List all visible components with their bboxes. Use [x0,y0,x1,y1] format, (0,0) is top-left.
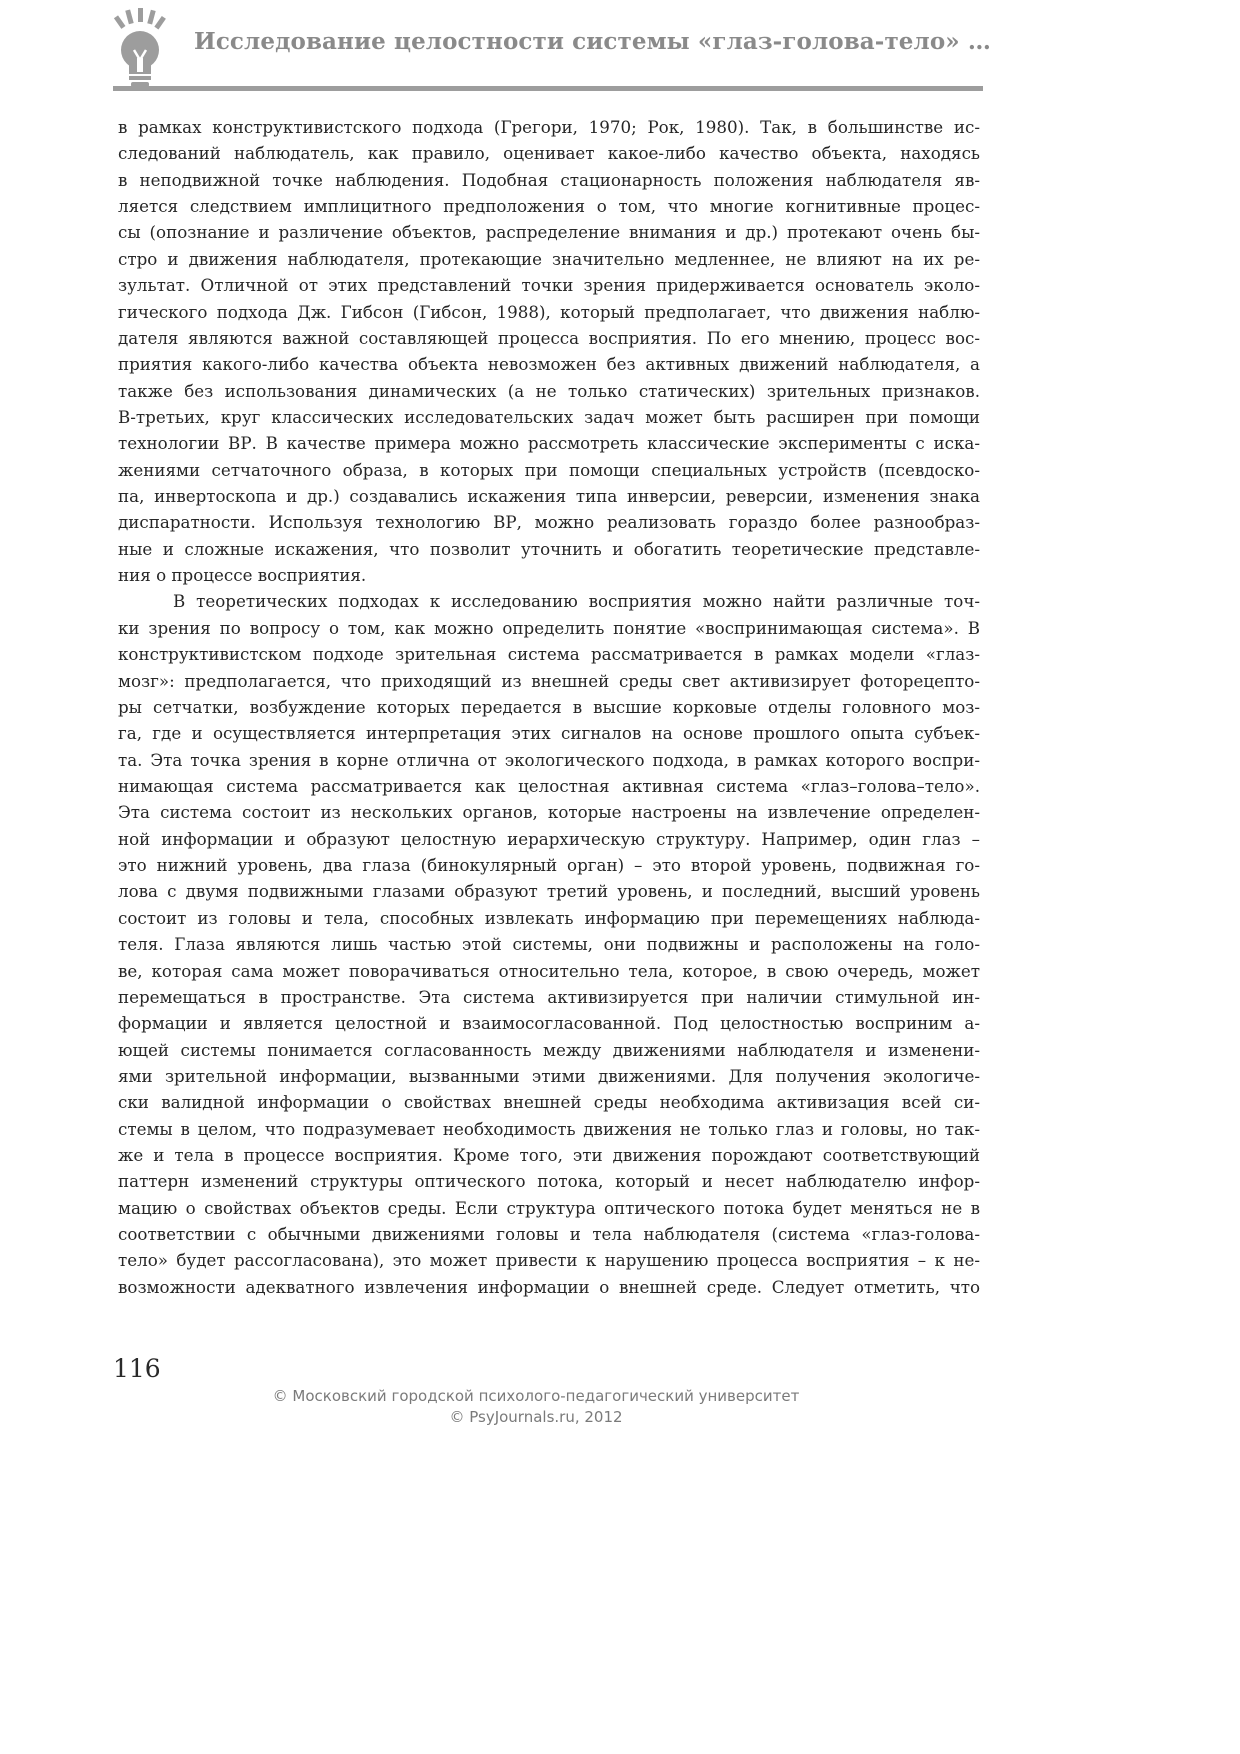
text-line: паттерн изменений структуры оптического потока, который и несет наблюдателю инфор- [118,1171,980,1192]
text-line: в рамках конструктивистского подхода (Грегори, 1970; Рок, 1980). Так, в большинстве ис- [118,117,980,137]
text-line: дателя являются важной составляющей процесса восприятия. По его мнению, процесс вос- [118,327,980,348]
text-line: ной информации и образуют целостную иерархическую структуру. Например, один глаз – [118,828,980,849]
text-line: тело» будет рассогласована), это может привести к нарушению процесса восприятия – к не- [118,1250,980,1271]
text-line: ляется следствием имплицитного предположения о том, что многие когнитивные процес- [118,196,980,217]
text-line: возможности адекватного извлечения информации о внешней среде. Следует отметить, что [118,1276,980,1297]
text-line: диспаратности. Используя технологию ВР, можно реализовать гораздо более разнообраз- [118,512,980,533]
text-line: формации и является целостной и взаимосогласованной. Под целостностью восприним а- [118,1013,980,1034]
text-line: также без использования динамических (а не только статических) зрительных признаков. [118,380,980,401]
text-line: теля. Глаза являются лишь частью этой системы, они подвижны и расположены на голо- [118,934,980,955]
text-line: мацию о свойствах объектов среды. Если структура оптического потока будет меняться не в [118,1197,980,1218]
text-line: ями зрительной информации, вызванными этими движениями. Для получения экологиче- [118,1065,980,1086]
text-line: ки зрения по вопросу о том, как можно определить понятие «воспринимающая система». В [118,617,980,638]
text-line: технологии ВР. В качестве примера можно рассмотреть классические эксперименты с иска- [118,433,980,454]
text-line: В-третьих, круг классических исследовательских задач может быть расширен при помощи [118,406,980,427]
text-line: в неподвижной точке наблюдения. Подобная стационарность положения наблюдателя яв- [118,169,980,190]
header-divider [113,86,983,91]
text-line: состоит из головы и тела, способных извлекать информацию при перемещениях наблюда- [118,907,980,928]
text-line: лова с двумя подвижными глазами образуют третий уровень, и последний, высший уровень [118,881,980,902]
text-line: зультат. Отличной от этих представлений точки зрения придерживается основатель эколо- [118,275,980,296]
copyright-line: © PsyJournals.ru, 2012 [449,1408,623,1426]
text-line: стемы в целом, что подразумевает необходимость движения не только глаз и головы, но так- [118,1118,980,1139]
text-line: ния о процессе восприятия. [118,565,367,586]
text-line: ве, которая сама может поворачиваться относительно тела, которое, в свою очередь, может [118,960,980,981]
text-line: гического подхода Дж. Гибсон (Гибсон, 1988), который предполагает, что движения наблю- [118,301,980,322]
text-line: ющей системы понимается согласованность между движениями наблюдателя и изменени- [118,1039,980,1060]
text-line: сы (опознание и различение объектов, распределение внимания и др.) протекают очень бы- [118,222,980,243]
text-line: та. Эта точка зрения в корне отлична от экологического подхода, в рамках которого воспри- [118,749,980,770]
text-line: же и тела в процессе восприятия. Кроме того, эти движения порождают соответствующий [118,1145,980,1166]
running-header [108,0,991,96]
text-line: ски валидной информации о свойствах внешней среды необходима активизация всей си- [118,1092,980,1113]
header-title: Исследование целостности системы «глаз-голова-тело» … [194,28,991,55]
text-line: В теоретических подходах к исследованию восприятия можно найти различные точ- [173,591,980,612]
text-line: нимающая система рассматривается как целостная активная система «глаз–голова–тело». [118,775,980,796]
copyright-line: © Московский городской психолого-педагогический университет [272,1387,800,1405]
text-line: стро и движения наблюдателя, протекающие значительно медленнее, не влияют на их ре- [118,248,980,269]
text-line: перемещаться в пространстве. Эта система активизируется при наличии стимульной ин- [118,986,980,1007]
text-line: конструктивистском подходе зрительная система рассматривается в рамках модели «глаз- [118,644,980,665]
lightbulb-icon [108,6,172,88]
text-line: ные и сложные искажения, что позволит уточнить и обогатить теоретические представле- [118,538,980,559]
text-line: жениями сетчаточного образа, в которых при помощи специальных устройств (псевдоско- [118,459,980,480]
page-number: 116 [113,1354,161,1383]
text-line: га, где и осуществляется интерпретация этих сигналов на основе прошлого опыта субъек- [118,723,980,744]
article-body [118,114,980,1300]
text-line: приятия какого-либо качества объекта невозможен без активных движений наблюдателя, а [118,354,980,375]
text-line: следований наблюдатель, как правило, оценивает какое-либо качество объекта, находясь [118,143,980,164]
paragraph-1 [118,114,980,588]
text-line: ры сетчатки, возбуждение которых передается в высшие корковые отделы головного моз- [118,696,980,717]
text-line: па, инвертоскопа и др.) создавались искажения типа инверсии, реверсии, изменения знака [118,486,980,507]
paragraph-2 [118,588,980,1300]
text-line: Эта система состоит из нескольких органов, которые настроены на извлечение определен- [118,802,980,823]
copyright-notice [200,1386,872,1428]
text-line: соответствии с обычными движениями головы и тела наблюдателя (система «глаз-голова- [118,1224,980,1245]
text-line: мозг»: предполагается, что приходящий из внешней среды свет активизирует фоторецепто- [118,670,980,691]
text-line: это нижний уровень, два глаза (бинокулярный орган) – это второй уровень, подвижная го- [118,855,980,876]
